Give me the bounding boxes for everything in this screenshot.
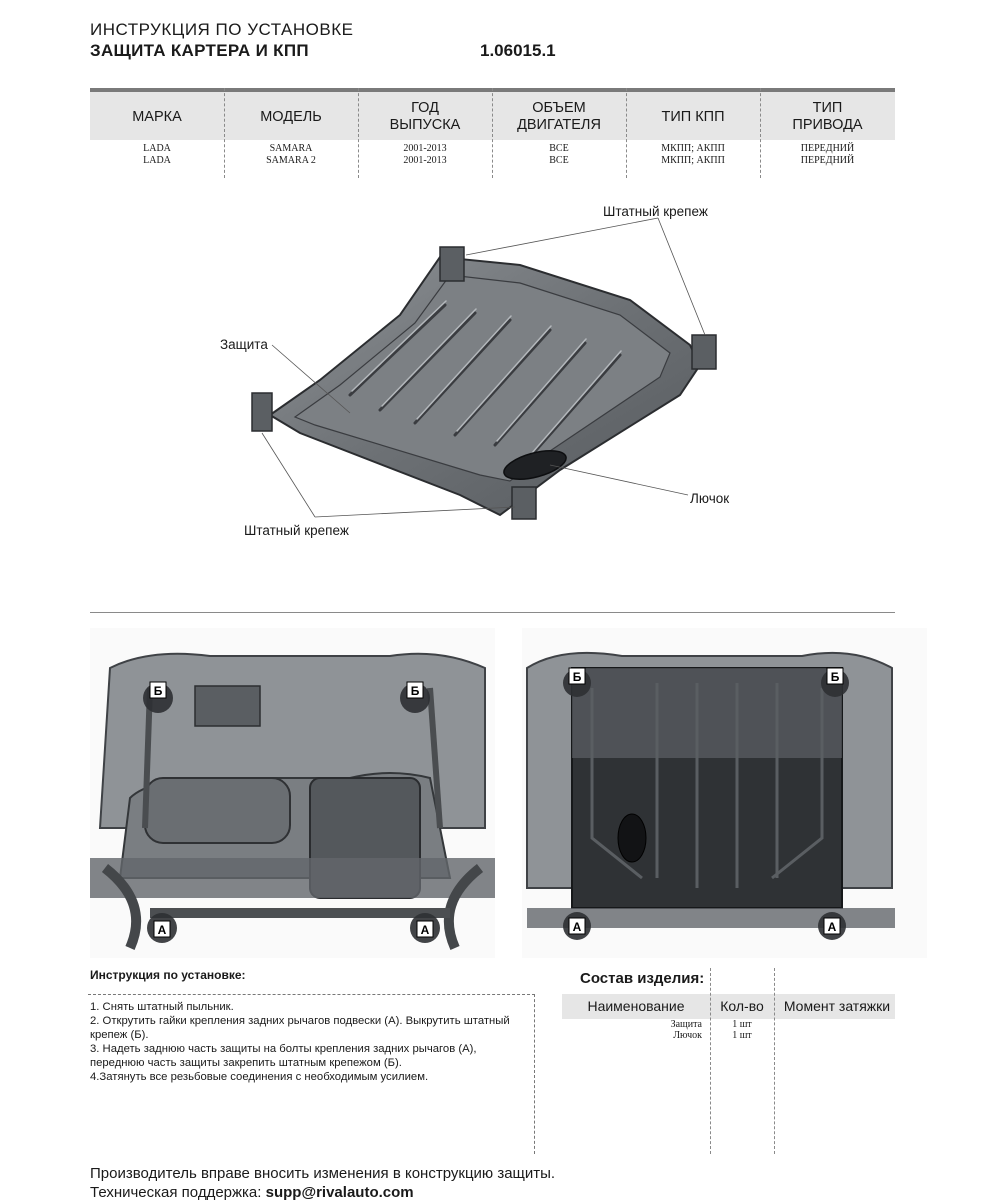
spec-value: ВСЕ bbox=[549, 143, 569, 154]
spec-col-gearbox bbox=[626, 88, 760, 178]
svg-text:А: А bbox=[157, 923, 167, 937]
svg-text:А: А bbox=[420, 923, 430, 937]
composition-row-qty: 1 шт bbox=[732, 1030, 752, 1041]
spec-value: LADA bbox=[143, 143, 171, 154]
label-guard: Защита bbox=[220, 337, 268, 352]
table-divider bbox=[710, 968, 711, 1154]
marker-a-right bbox=[818, 912, 846, 940]
composition-header-qty: Кол-во bbox=[720, 998, 764, 1014]
composition-header-torque: Момент затяжки bbox=[783, 998, 891, 1014]
table-divider bbox=[774, 968, 775, 1154]
spec-header-model: МОДЕЛЬ bbox=[260, 108, 322, 125]
spec-value: SAMARA bbox=[269, 143, 313, 154]
article-number: 1.06015.1 bbox=[480, 41, 556, 60]
marker-a-left bbox=[563, 912, 591, 940]
composition-row-qty: 1 шт bbox=[732, 1019, 752, 1030]
footer-notice: Производитель вправе вносить изменения в конструкцию защиты. bbox=[90, 1165, 556, 1182]
instructions-title: Инструкция по установке: bbox=[90, 968, 246, 982]
spec-header-year: ГОД ВЫПУСКА bbox=[389, 100, 461, 133]
photo-before-install bbox=[90, 628, 495, 958]
spec-value: 2001-2013 bbox=[403, 143, 447, 154]
svg-text:А: А bbox=[572, 920, 582, 934]
support-email-link[interactable]: supp@rivalauto.com bbox=[265, 1184, 414, 1200]
spec-col-model bbox=[224, 88, 358, 178]
instructions-list bbox=[90, 1000, 530, 1084]
document-title: ИНСТРУКЦИЯ ПО УСТАНОВКЕ bbox=[90, 20, 354, 39]
bracket-left bbox=[252, 393, 272, 431]
instruction-step: 2. Открутить гайки крепления задних рычагов подвески (А). Выкрутить штатный крепеж (Б). bbox=[90, 1015, 510, 1041]
svg-text:Б: Б bbox=[153, 684, 163, 698]
marker-a-left bbox=[147, 913, 177, 943]
composition-header-name: Наименование bbox=[587, 998, 685, 1014]
section-divider bbox=[90, 612, 895, 613]
hatch-shape bbox=[618, 814, 646, 862]
instruction-step: 3. Надеть заднюю часть защиты на болты крепления задних рычагов (А), переднюю часть защиты закрепить штатным крепежом (Б). bbox=[90, 1043, 477, 1069]
label-mount-bottom: Штатный крепеж bbox=[244, 523, 349, 538]
spec-value: ПЕРЕДНИЙ bbox=[800, 155, 855, 166]
guard-diagram bbox=[200, 195, 760, 535]
instruction-step: 4.Затянуть все резьбовые соединения с необходимым усилием. bbox=[90, 1071, 429, 1083]
bracket-bottom bbox=[512, 487, 536, 519]
spec-value: МКПП; АКПП bbox=[661, 143, 725, 154]
spec-col-drive bbox=[760, 88, 895, 178]
photo-after-install bbox=[522, 628, 927, 958]
composition-row-name: Лючок bbox=[673, 1030, 702, 1041]
spec-header-make: МАРКА bbox=[132, 108, 182, 125]
svg-text:А: А bbox=[827, 920, 837, 934]
vehicle-spec-table bbox=[90, 88, 895, 178]
instruction-step: 1. Снять штатный пыльник. bbox=[90, 1001, 234, 1013]
label-hatch: Лючок bbox=[690, 491, 730, 506]
marker-a-right bbox=[410, 913, 440, 943]
spec-col-year bbox=[358, 88, 492, 178]
bracket-right bbox=[692, 335, 716, 369]
support-label: Техническая поддержка: bbox=[90, 1184, 262, 1200]
spec-value: ВСЕ bbox=[549, 155, 569, 166]
bracket-top bbox=[440, 247, 464, 281]
footer-support bbox=[90, 1184, 414, 1200]
spec-value: МКПП; АКПП bbox=[661, 155, 725, 166]
spec-value: 2001-2013 bbox=[403, 155, 447, 166]
composition-row-name: Защита bbox=[670, 1019, 702, 1030]
svg-text:Б: Б bbox=[572, 670, 582, 684]
spec-header-engine: ОБЪЕМ ДВИГАТЕЛЯ bbox=[517, 100, 601, 133]
svg-text:Б: Б bbox=[830, 670, 840, 684]
composition-table bbox=[562, 968, 895, 1154]
composition-title: Состав изделия: bbox=[580, 970, 705, 987]
label-mount-top: Штатный крепеж bbox=[603, 204, 708, 219]
spec-value: SAMARA 2 bbox=[266, 155, 316, 166]
spec-header-gearbox: ТИП КПП bbox=[661, 108, 725, 125]
product-name: ЗАЩИТА КАРТЕРА И КПП bbox=[90, 41, 309, 60]
spec-col-make bbox=[90, 88, 224, 178]
spec-col-engine bbox=[492, 88, 626, 178]
spec-value: ПЕРЕДНИЙ bbox=[800, 143, 855, 154]
svg-text:Б: Б bbox=[410, 684, 420, 698]
spec-value: LADA bbox=[143, 155, 171, 166]
spec-header-drive: ТИП ПРИВОДА bbox=[792, 100, 863, 133]
